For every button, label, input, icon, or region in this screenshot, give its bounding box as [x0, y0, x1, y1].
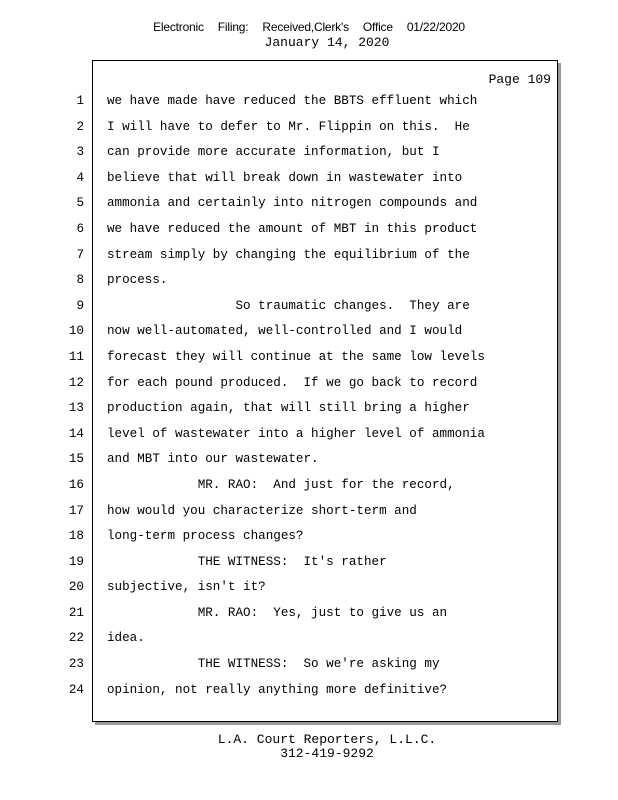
- footer: [0, 733, 618, 761]
- transcript-line: we have made have reduced the BBTS effluent which: [107, 94, 478, 108]
- line-number: 15: [68, 452, 84, 467]
- line-number: 21: [68, 605, 84, 620]
- line-number: 11: [68, 349, 84, 364]
- stamp-part: Filing:: [217, 20, 249, 34]
- transcript-date: January 14, 2020: [264, 35, 390, 50]
- transcript-line: process.: [107, 273, 168, 288]
- stamp-part: Received,Clerk's: [262, 20, 349, 34]
- transcript-line: long-term process changes?: [107, 529, 304, 544]
- transcript-line: I will have to defer to Mr. Flippin on this. He: [107, 119, 470, 134]
- filing-stamp: [0, 20, 618, 34]
- line-number: 12: [68, 375, 84, 390]
- transcript-line: So traumatic changes. They are: [107, 298, 470, 313]
- line-number: 7: [76, 247, 84, 262]
- line-number: 3: [76, 145, 84, 160]
- line-number: 1: [76, 94, 84, 108]
- transcript-line: MR. RAO: Yes, just to give us an: [107, 605, 448, 620]
- transcript-line: THE WITNESS: So we're asking my: [107, 657, 440, 672]
- line-number: 4: [76, 170, 84, 185]
- line-number: 24: [68, 682, 84, 697]
- line-number: 17: [68, 503, 84, 518]
- transcript-line: and MBT into our wastewater.: [107, 452, 319, 467]
- line-number: 9: [76, 298, 84, 313]
- transcript-line: believe that will break down in wastewater into: [107, 170, 463, 185]
- line-number-column: [60, 89, 84, 703]
- reporter-company: L.A. Court Reporters, L.L.C.: [217, 732, 437, 747]
- stamp-part: Electronic: [153, 20, 204, 34]
- line-number: 20: [68, 580, 84, 595]
- transcript-line: idea.: [107, 631, 145, 646]
- transcript-text: [107, 89, 547, 703]
- transcript-line: MR. RAO: And just for the record,: [107, 477, 455, 492]
- line-number: 10: [68, 324, 84, 339]
- transcript-line: now well-automated, well-controlled and I would: [107, 324, 463, 339]
- transcript-line: stream simply by changing the equilibrium of the: [107, 247, 470, 262]
- line-number: 19: [68, 554, 84, 569]
- reporter-phone: 312-419-9292: [280, 746, 374, 761]
- line-number: 18: [68, 529, 84, 544]
- transcript-line: we have reduced the amount of MBT in this product: [107, 221, 478, 236]
- transcript-line: forecast they will continue at the same low levels: [107, 349, 485, 364]
- transcript-line: for each pound produced. If we go back to record: [107, 375, 478, 390]
- transcript-line: can provide more accurate information, but I: [107, 145, 440, 160]
- transcript-line: production again, that will still bring a higher: [107, 401, 470, 416]
- transcript-line: how would you characterize short-term and: [107, 503, 417, 518]
- transcript-line: opinion, not really anything more definitive?: [107, 682, 448, 697]
- line-number: 14: [68, 426, 84, 441]
- line-number: 16: [68, 477, 84, 492]
- line-number: 23: [68, 657, 84, 672]
- line-number: 8: [76, 273, 84, 288]
- line-number: 5: [76, 196, 84, 211]
- transcript-line: ammonia and certainly into nitrogen compounds and: [107, 196, 478, 211]
- stamp-part: 01/22/2020: [406, 20, 465, 34]
- line-number: 13: [68, 401, 84, 416]
- page-number: Page 109: [488, 72, 551, 87]
- line-number: 22: [68, 631, 84, 646]
- stamp-part: Office: [362, 20, 393, 34]
- line-number: 6: [76, 221, 84, 236]
- transcript-line: subjective, isn't it?: [107, 580, 266, 595]
- transcript-line: level of wastewater into a higher level of ammonia: [107, 426, 485, 441]
- transcript-line: THE WITNESS: It's rather: [107, 554, 387, 569]
- line-number: 2: [76, 119, 84, 134]
